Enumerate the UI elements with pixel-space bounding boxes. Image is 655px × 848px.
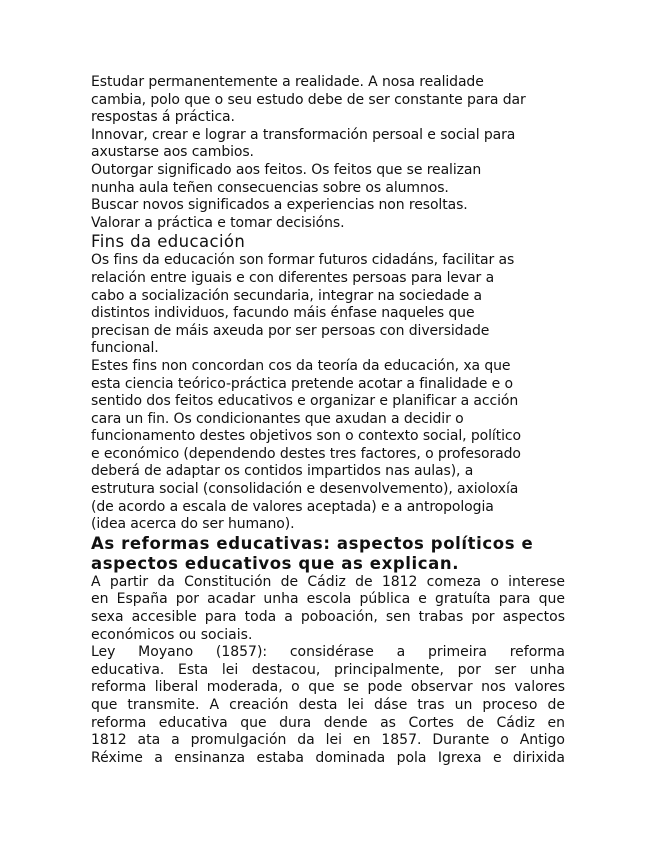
text-line: Ley Moyano (1857): considérase a primeira reforma [91,644,565,661]
text-line: económicos ou sociais. [91,626,253,643]
ley-moyano-paragraph [91,644,565,767]
text-line: Estes fins non concordan cos da teoría da educación, xa que [91,357,511,374]
heading-line: aspectos educativos que as explican. [91,553,460,573]
text-line: relación entre iguais e con diferentes persoas para levar a [91,269,495,286]
text-line: Os fins da educación son formar futuros cidadáns, facilitar as [91,252,515,269]
intro-list [91,74,565,232]
text-line: en España por acadar unha escola pública e gratuíta para que [91,591,565,608]
text-line: educativa. Esta lei destacou, principalmente, por ser unha [91,661,565,678]
section-heading-fins: Fins da educación [91,232,246,252]
text-line: que transmite. A creación desta lei dáse tras un proceso de [91,697,565,713]
text-line: reforma liberal moderada, o que se pode observar nos valores [91,679,565,696]
document-page [91,74,565,767]
text-line: Valorar a práctica e tomar decisións. [91,214,345,231]
text-line: reforma educativa que dura dende as Cortes de Cádiz en [91,714,565,731]
text-line: respostas á práctica. [91,109,235,126]
text-line: e económico (dependendo destes tres factores, o profesorado [91,445,521,462]
text-line: funcionamento destes objetivos son o contexto social, político [91,428,521,445]
text-line: axustarse aos cambios. [91,144,254,161]
constitution-paragraph [91,574,565,644]
text-line: deberá de adaptar os contidos impartidos nas aulas), a [91,463,474,480]
heading-line: As reformas educativas: aspectos políticos e [91,533,534,553]
text-line: Buscar novos significados a experiencias non resoltas. [91,197,468,214]
text-line: Réxime a ensinanza estaba dominada pola Igrexa e dirixida [91,749,565,766]
text-line: sexa accesible para toda a poboación, sen trabas por aspectos [91,609,565,626]
text-line: Estudar permanentemente a realidade. A nosa realidade [91,74,484,90]
text-line: estrutura social (consolidación e desenvolvemento), axioloxía [91,481,519,498]
text-line: (idea acerca do ser humano). [91,516,295,533]
text-line: Innovar, crear e lograr a transformación persoal e social para [91,126,516,143]
text-line: cambia, polo que o seu estudo debe de ser constante para dar [91,91,526,108]
text-line: cabo a socialización secundaria, integrar na sociedade a [91,287,483,304]
text-line: Outorgar significado aos feitos. Os feitos que se realizan [91,161,482,178]
text-line: A partir da Constitución de Cádiz de 1812 comeza o interese [91,573,565,590]
text-line: precisan de máis axeuda por ser persoas con diversidade [91,322,490,339]
text-line: funcional. [91,340,159,357]
text-line: nunha aula teñen consecuencias sobre os alumnos. [91,179,449,196]
text-line: esta ciencia teórico-práctica pretende acotar a finalidade e o [91,375,513,392]
fins-paragraphs [91,252,565,534]
text-line: sentido dos feitos educativos e organizar e planificar a acción [91,393,519,410]
text-line: (de acordo a escala de valores aceptada) e a antropologia [91,498,494,515]
section-heading-reformas [91,534,565,574]
text-line: 1812 ata a promulgación da lei en 1857. Durante o Antigo [91,732,565,749]
text-line: cara un fin. Os condicionantes que axudan a decidir o [91,410,464,427]
text-line: distintos individuos, facundo máis énfase naqueles que [91,305,475,322]
